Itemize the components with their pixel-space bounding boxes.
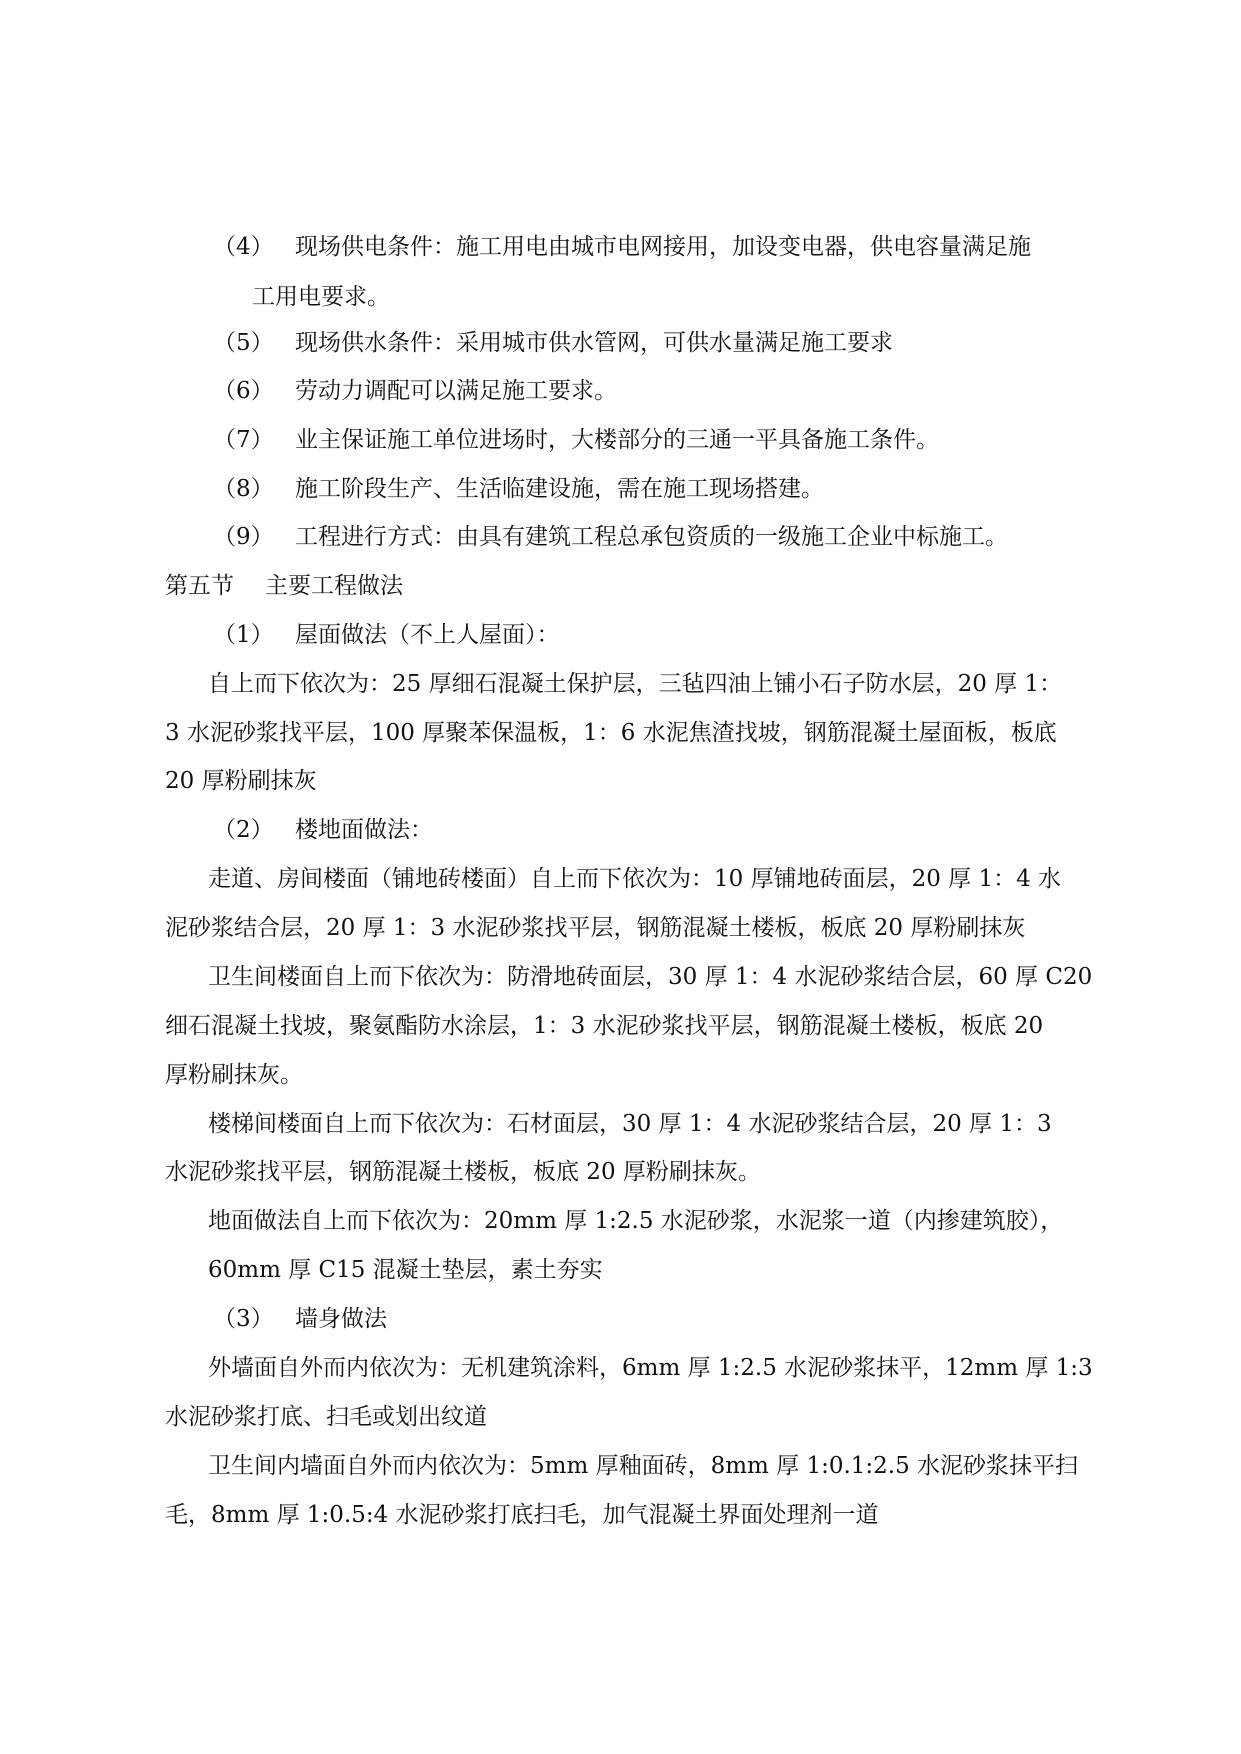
wall-line-4: 毛，8mm 厚 1:0.5:4 水泥砂浆打底扫毛，加气混凝土界面处理剂一道: [165, 1502, 879, 1528]
item-8-text: 施工阶段生产、生活临建设施，需在施工现场搭建。: [295, 476, 824, 502]
item-7-text: 业主保证施工单位进场时，大楼部分的三通一平具备施工条件。: [295, 427, 939, 453]
wall-heading: 墙身做法: [295, 1306, 387, 1332]
floor-line-8: 地面做法自上而下依次为：20mm 厚 1:2.5 水泥砂浆，水泥浆一道（内掺建筑胶），: [208, 1208, 1064, 1234]
item-6-text: 劳动力调配可以满足施工要求。: [295, 378, 617, 404]
item-6-number: （6）: [213, 378, 274, 404]
item-9-number: （9）: [213, 524, 274, 550]
roof-line-2: 3 水泥砂浆找平层，100 厚聚苯保温板，1：6 水泥焦渣找坡，钢筋混凝土屋面板，板底: [165, 720, 1057, 746]
item-8-number: （8）: [213, 476, 274, 502]
item-4-text: 现场供电条件：施工用电由城市电网接用，加设变电器，供电容量满足施: [295, 234, 1031, 260]
wall-line-3: 卫生间内墙面自外而内依次为：5mm 厚釉面砖，8mm 厚 1:0.1:2.5 水泥砂浆抹平扫: [208, 1453, 1079, 1479]
floor-number: （2）: [213, 817, 274, 843]
roof-line-3: 20 厚粉刷抹灰: [165, 768, 317, 794]
wall-number: （3）: [213, 1306, 274, 1332]
item-5-number: （5）: [213, 330, 274, 356]
item-7-number: （7）: [213, 427, 274, 453]
floor-line-3: 卫生间楼面自上而下依次为：防滑地砖面层，30 厚 1：4 水泥砂浆结合层，60 厚 C20: [208, 964, 1093, 990]
floor-line-9: 60mm 厚 C15 混凝土垫层，素土夯实: [208, 1257, 603, 1283]
wall-line-1: 外墙面自外而内依次为：无机建筑涂料，6mm 厚 1:2.5 水泥砂浆抹平，12mm 厚 1:3: [208, 1355, 1093, 1381]
roof-heading: 屋面做法（不上人屋面）：: [295, 622, 560, 648]
section-number: 第五节: [165, 573, 234, 599]
item-5-text: 现场供水条件：采用城市供水管网，可供水量满足施工要求: [295, 330, 893, 356]
item-4-continuation: 工用电要求。: [252, 284, 390, 310]
roof-line-1: 自上而下依次为：25 厚细石混凝土保护层，三毡四油上铺小石子防水层，20 厚 1：: [208, 671, 1063, 697]
section-title: 主要工程做法: [265, 573, 403, 599]
floor-line-7: 水泥砂浆找平层，钢筋混凝土楼板，板底 20 厚粉刷抹灰。: [165, 1159, 761, 1185]
floor-line-2: 泥砂浆结合层，20 厚 1：3 水泥砂浆找平层，钢筋混凝土楼板，板底 20 厚粉刷抹灰: [165, 915, 1026, 941]
floor-line-5: 厚粉刷抹灰。: [165, 1062, 303, 1088]
floor-line-1: 走道、房间楼面（铺地砖楼面）自上而下依次为：10 厚铺地砖面层，20 厚 1：4 水: [208, 866, 1062, 892]
item-4-number: （4）: [213, 234, 274, 260]
roof-number: （1）: [213, 622, 274, 648]
floor-line-6: 楼梯间楼面自上而下依次为：石材面层，30 厚 1：4 水泥砂浆结合层，20 厚 1：3: [208, 1111, 1052, 1137]
wall-line-2: 水泥砂浆打底、扫毛或划出纹道: [165, 1404, 487, 1430]
floor-heading: 楼地面做法：: [295, 817, 433, 843]
item-9-text: 工程进行方式：由具有建筑工程总承包资质的一级施工企业中标施工。: [295, 524, 1008, 550]
floor-line-4: 细石混凝土找坡，聚氨酯防水涂层，1：3 水泥砂浆找平层，钢筋混凝土楼板，板底 20: [165, 1013, 1044, 1039]
